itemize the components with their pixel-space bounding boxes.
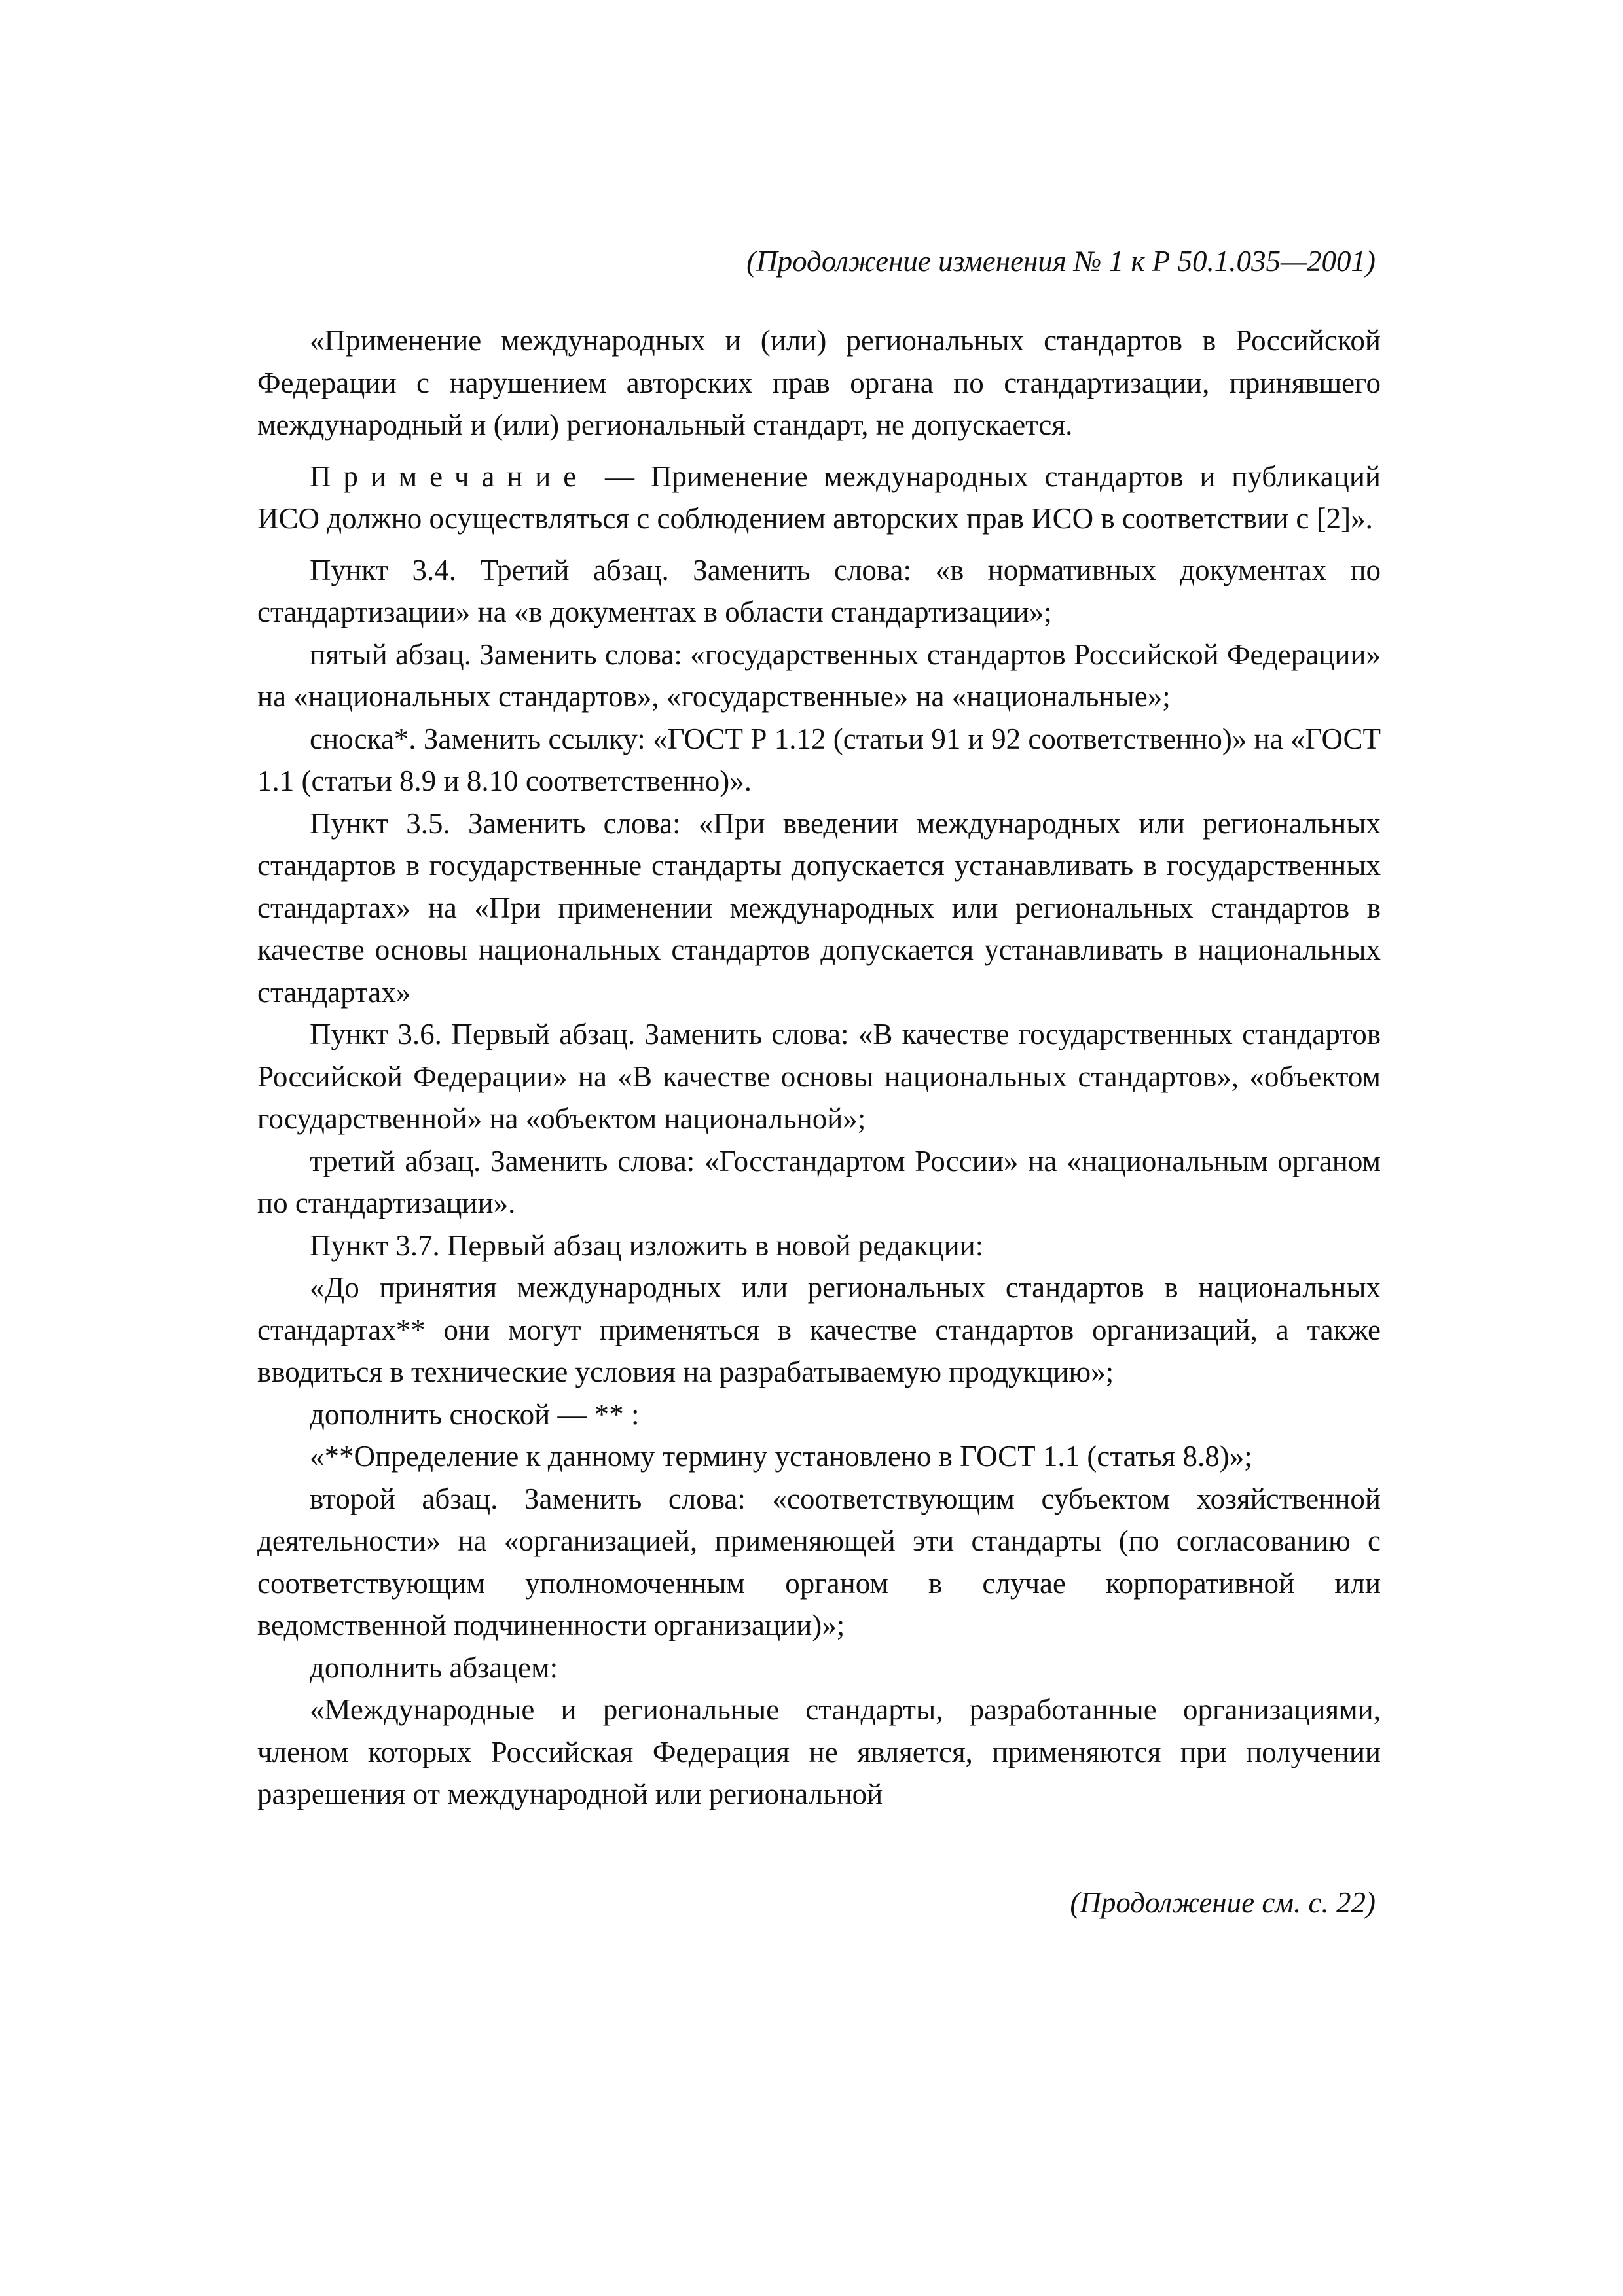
paragraph-new-edition: «До принятия международных или региональных стандартов в национальных стандартах** они могут применяться в качестве стандартов организаций, а также вводиться в технические условия на разрабатываемую продукцию»; (257, 1271, 1381, 1388)
paragraph-item-3-5: Пункт 3.5. Заменить слова: «При введении международных или региональных стандартов в государственные стандарты допускается устанавливать в государственных стандартах» на «При применении международных или региональных стандартов в качестве основы национальных стандартов допускается устанавливать в национальных стандартах» (257, 806, 1381, 1009)
note-paragraph (257, 456, 1381, 540)
paragraph-third-abzac: третий абзац. Заменить слова: «Госстандартом России» на «национальным органом по стандартизации». (257, 1144, 1381, 1219)
continuation-header: (Продолжение изменения № 1 к Р 50.1.035—2001) (746, 245, 1376, 278)
paragraph-international-standards: «Международные и региональные стандарты, разработанные организациями, членом которых Российская Федерация не является, применяются при получении разрешения от международной или региональной (257, 1693, 1381, 1810)
note-text: — Применение международных стандартов и публикаций ИСО должно осуществляться с соблюдением авторских прав ИСО в соответствии с [2]». (257, 459, 1381, 535)
document-body (257, 319, 1381, 1816)
paragraph-item-3-7: Пункт 3.7. Первый абзац изложить в новой редакции: (310, 1229, 984, 1262)
paragraph-second-abzac: второй абзац. Заменить слова: «соответствующим субъектом хозяйственной деятельности» на «организацией, применяющей эти стандарты (по согласованию с соответствующим уполномоченным органом в случае корпоративной или ведомственной подчиненности организации)»; (257, 1482, 1381, 1641)
paragraph-add-footnote: дополнить сноской — ** : (310, 1397, 640, 1431)
paragraph-item-3-4: Пункт 3.4. Третий абзац. Заменить слова: «в нормативных документах по стандартизации» на «в документах в области стандартизации»; (257, 553, 1381, 628)
paragraph-footnote-ref: сноска*. Заменить ссылку: «ГОСТ Р 1.12 (статьи 91 и 92 соответственно)» на «ГОСТ 1.1 (статьи 8.9 и 8.10 соответственно)». (257, 722, 1381, 797)
paragraph-iso-copyright: «Применение международных и (или) региональных стандартов в Российской Федерации с нарушением авторских прав органа по стандартизации, принявшего международный и (или) региональный стандарт, не допускается. (257, 324, 1381, 441)
paragraph-fifth-abzac: пятый абзац. Заменить слова: «государственных стандартов Российской Федерации» на «национальных стандартов», «государственные» на «национальные»; (257, 637, 1381, 713)
note-label: Примечание (310, 459, 589, 493)
paragraph-definition: «**Определение к данному термину установлено в ГОСТ 1.1 (статья 8.8)»; (310, 1440, 1252, 1473)
paragraph-add-abzac: дополнить абзацем: (310, 1651, 558, 1684)
paragraph-item-3-6: Пункт 3.6. Первый абзац. Заменить слова: «В качестве государственных стандартов Российской Федерации» на «В качестве основы национальных стандартов», «объектом государственной» на «объектом национальной»; (257, 1018, 1381, 1135)
continuation-footer: (Продолжение см. с. 22) (1070, 1886, 1376, 1919)
